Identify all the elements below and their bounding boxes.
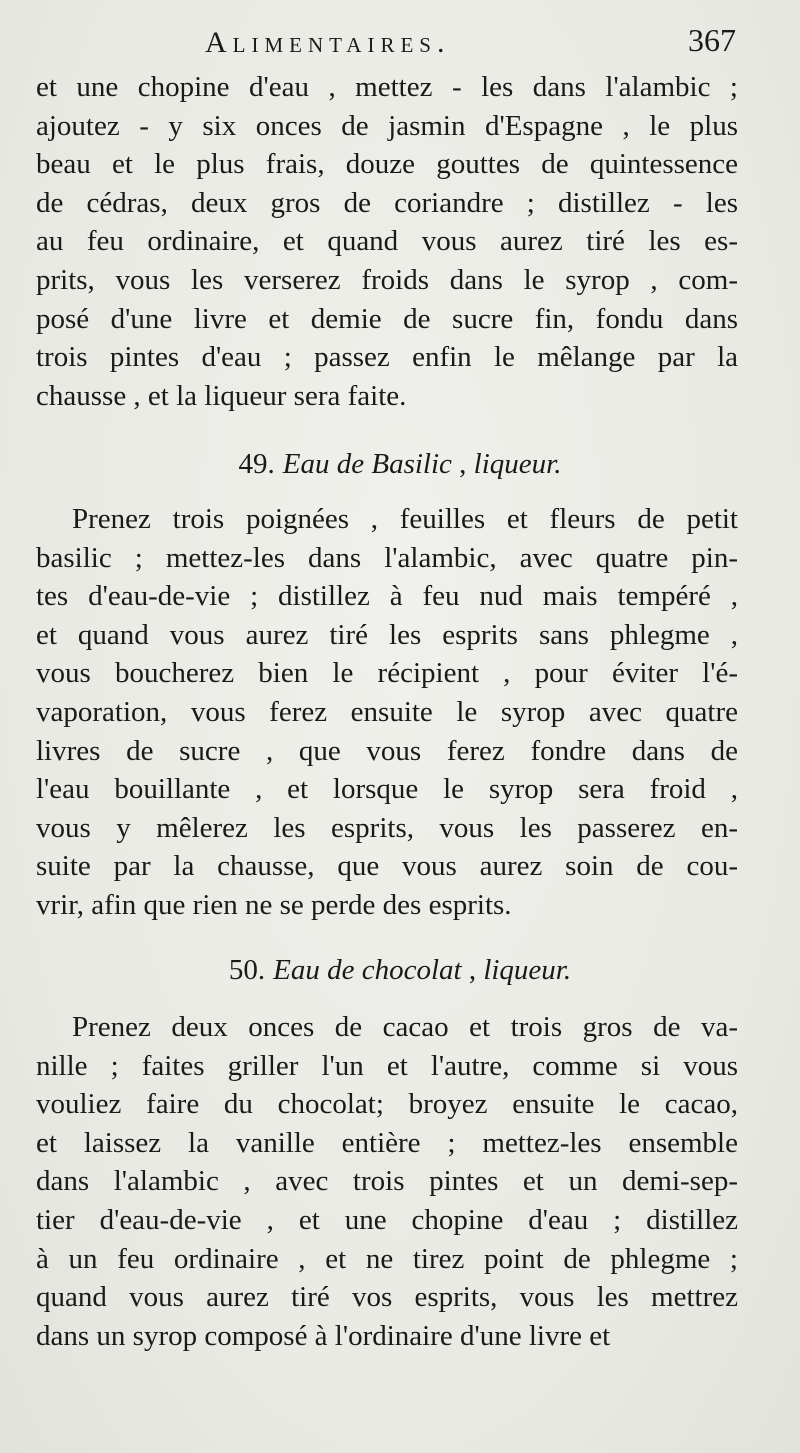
text-line: livres de sucre , que vous ferez fondre dans de xyxy=(36,734,738,767)
text-line: Prenez deux onces de cacao et trois gros de va- xyxy=(72,1011,738,1043)
page-header xyxy=(0,22,800,66)
page-number: 367 xyxy=(688,22,736,58)
text-line: et quand vous aurez tiré les esprits sans phlegme , xyxy=(36,618,738,651)
recipe-body-49 xyxy=(36,500,738,925)
paragraph-continuation xyxy=(36,68,738,415)
text-line: nille ; faites griller l'un et l'autre, comme si vous xyxy=(36,1049,738,1082)
text-line: quand vous aurez tiré vos esprits, vous les mettrez xyxy=(36,1281,738,1314)
text-line: prits, vous les verserez froids dans le syrop , com- xyxy=(36,263,738,296)
text-line: beau et le plus frais, douze gouttes de quintessence xyxy=(36,148,738,181)
text-line: basilic ; mettez-les dans l'alambic, avec quatre pin- xyxy=(36,541,738,574)
text-line: vous boucherez bien le récipient , pour éviter l'é- xyxy=(36,657,738,690)
recipe-subtitle: liqueur. xyxy=(473,448,562,480)
text-line: vouliez faire du chocolat; broyez ensuite le cacao, xyxy=(36,1088,738,1121)
text-line: de cédras, deux gros de coriandre ; distillez - les xyxy=(36,186,738,219)
text-line: au feu ordinaire, et quand vous aurez tiré les es- xyxy=(36,225,738,258)
recipe-title: Eau de chocolat xyxy=(273,954,462,986)
text-line: posé d'une livre et demie de sucre fin, fondu dans xyxy=(36,302,738,335)
text-line: dans un syrop composé à l'ordinaire d'une livre et xyxy=(36,1319,611,1352)
recipe-heading-50: 50. Eau de chocolat , liqueur. xyxy=(228,954,572,986)
recipe-title: Eau de Basilic xyxy=(282,448,452,480)
text-line: vrir, afin que rien ne se perde des esprits. xyxy=(36,888,512,921)
recipe-subtitle: liqueur. xyxy=(483,954,572,986)
text-line: et une chopine d'eau , mettez - les dans l'alambic ; xyxy=(36,71,738,103)
text-line: vaporation, vous ferez ensuite le syrop avec quatre xyxy=(36,695,738,728)
running-head: Alimentaires. xyxy=(205,26,451,59)
recipe-number: 49. xyxy=(238,448,275,480)
text-line: et laissez la vanille entière ; mettez-les ensemble xyxy=(36,1126,738,1159)
text-line: trois pintes d'eau ; passez enfin le mêlange par la xyxy=(36,341,738,374)
text-line: chausse , et la liqueur sera faite. xyxy=(36,379,407,412)
text-line: tes d'eau-de-vie ; distillez à feu nud mais tempéré , xyxy=(36,580,738,613)
text-line: à un feu ordinaire , et ne tirez point de phlegme ; xyxy=(36,1242,738,1275)
text-line: tier d'eau-de-vie , et une chopine d'eau ; distillez xyxy=(36,1203,738,1236)
recipe-body-50 xyxy=(36,1008,738,1355)
text-line: Prenez trois poignées , feuilles et fleurs de petit xyxy=(72,503,738,535)
text-line: suite par la chausse, que vous aurez soin de cou- xyxy=(36,850,738,883)
recipe-heading-49: 49. Eau de Basilic , liqueur. xyxy=(238,448,562,480)
text-line: vous y mêlerez les esprits, vous les passerez en- xyxy=(36,811,738,844)
text-line: ajoutez - y six onces de jasmin d'Espagne , le plus xyxy=(36,109,738,142)
text-line: l'eau bouillante , et lorsque le syrop sera froid , xyxy=(36,773,738,806)
text-line: dans l'alambic , avec trois pintes et un demi-sep- xyxy=(36,1165,738,1198)
recipe-number: 50. xyxy=(228,954,266,986)
